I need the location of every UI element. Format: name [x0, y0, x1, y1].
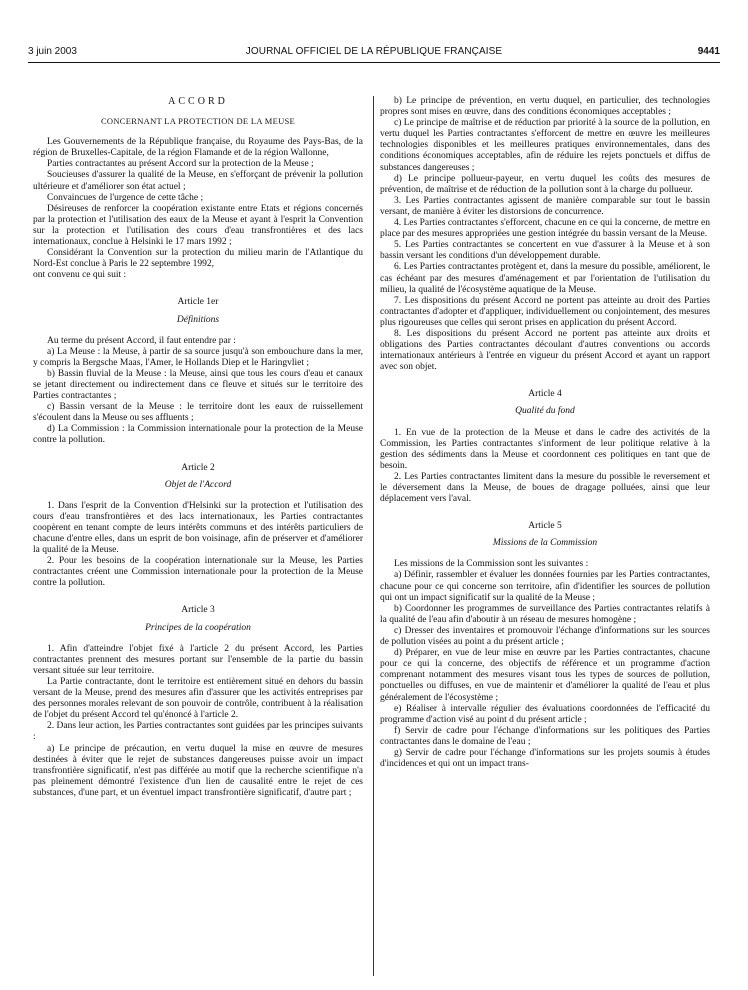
article-paragraph: d) Préparer, en vue de leur mise en œuvre par les Parties contractantes, chacune pour ce qui la concerne, des objectifs de référence et un programme d'action comprenant notamment des mesures visant tous les types de sources de pollution, ponctuelles ou diffuses, en vue de maintenir et d'améliorer la qualité de l'eau et plus généralement de l'écosystème ; — [380, 648, 710, 703]
article-paragraph: b) Coordonner les programmes de surveillance des Parties contractantes relatifs à la qualité de l'eau afin d'aboutir à un réseau de mesures homogène ; — [380, 603, 710, 625]
article-paragraph: 2. Pour les besoins de la coopération internationale sur la Meuse, les Parties contractantes créent une Commission internationale pour la protection de la Meuse contre la pollution. — [33, 556, 363, 589]
issue-date: 3 juin 2003 — [28, 46, 77, 57]
column-divider — [373, 96, 374, 976]
preamble-paragraph: Considérant la Convention sur la protection du milieu marin de l'Atlantique du Nord-Est conclue à Paris le 22 septembre 1992, — [33, 248, 363, 270]
article-1-heading: Article 1er — [177, 297, 219, 308]
article-paragraph: 8. Les dispositions du présent Accord ne portent pas atteinte aux droits et obligations des Parties contractantes découlant d'autres conventions ou accords internationaux antérieurs à l'entrée en vigueur du présent Accord et ayant un rapport avec son objet. — [380, 328, 710, 373]
article-5-title: Missions de la Commission — [492, 538, 598, 549]
article-paragraph: Au terme du présent Accord, il faut entendre par : — [47, 335, 236, 346]
article-paragraph: 5. Les Parties contractantes se concertent en vue d'assurer à la Meuse et à son bassin versant les conditions d'un développement durable. — [380, 240, 710, 262]
article-paragraph: b) Le principe de prévention, en vertu duquel, en particulier, des technologies propres sont mises en œuvre, dans des conditions économiques acceptables ; — [380, 96, 710, 118]
article-paragraph: 1. En vue de la protection de la Meuse et dans le cadre des activités de la Commission, les Parties contractantes s'informent de leur politique relative à la gestion des sédiments dans la Meuse et coordonnent ces politiques en tant que de besoin. — [380, 427, 710, 471]
article-2-title: Objet de l'Accord — [164, 479, 232, 490]
article-paragraph: b) Bassin fluvial de la Meuse : la Meuse, ainsi que tous les cours d'eau et canaux se jetant directement ou indirectement dans ce fleuve et situés sur le territoire des Parties contractantes ; — [33, 368, 363, 402]
article-paragraph: La Partie contractante, dont le territoire est entièrement situé en dehors du bassin versant de la Meuse, prend des mesures afin d'assurer que les activités entreprises par des personnes morales relevant de son pouvoir de contrôle, contribuent à la réalisation de l'objet du présent Accord tel qu'énoncé à l'article 2. — [33, 676, 363, 721]
article-paragraph: 2. Les Parties contractantes limitent dans la mesure du possible le reversement et le déversement dans la Meuse, de boues de dragage polluées, ainsi que leur déplacement vers l'aval. — [380, 471, 710, 505]
article-3-title: Principes de la coopération — [145, 622, 251, 633]
article-paragraph: c) Dresser des inventaires et promouvoir l'échange d'informations sur les sources de pollution visées au point a du présent article ; — [380, 625, 710, 648]
header-rule — [28, 62, 720, 63]
article-paragraph: a) Définir, rassembler et évaluer les données fournies par les Parties contractantes, chacune pour ce qui concerne son territoire, afin d'identifier les sources de pollution qui ont un impact significatif sur la qualité de la Meuse ; — [380, 570, 710, 603]
article-4-heading: Article 4 — [528, 389, 562, 400]
article-paragraph: 7. Les dispositions du présent Accord ne portent pas atteinte au droit des Parties contractantes d'adopter et d'appliquer, individuellement ou conjointement, des mesures plus rigoureuses que celles qui seront prises en application du présent Accord. — [380, 295, 710, 328]
page-header — [28, 46, 720, 62]
article-1-title: Définitions — [176, 314, 220, 325]
journal-title: JOURNAL OFFICIEL DE LA RÉPUBLIQUE FRANÇAISE — [245, 46, 503, 57]
right-column — [380, 96, 710, 770]
document-title: ACCORD — [168, 96, 228, 107]
article-paragraph: c) Bassin versant de la Meuse : le territoire dont les eaux de ruissellement s'écoulent dans la Meuse ou ses affluents ; — [33, 402, 363, 424]
preamble-paragraph: Parties contractantes au présent Accord sur la protection de la Meuse ; — [47, 159, 314, 170]
article-paragraph: f) Servir de cadre pour l'échange d'informations sur les politiques des Parties contractantes dans le domaine de l'eau ; — [380, 725, 710, 747]
document-subtitle: CONCERNANT LA PROTECTION DE LA MEUSE — [100, 116, 296, 127]
page-number: 9441 — [697, 46, 720, 57]
article-paragraph: 1. Dans l'esprit de la Convention d'Helsinki sur la protection et l'utilisation des cours d'eau transfrontières et des lacs internationaux, les Parties contractantes coopèrent en tenant compte de leurs intérêts communs et des intérêts particuliers de chacune d'entre elles, dans un esprit de bon voisinage, afin de préserver et d'améliorer la qualité de la Meuse. — [33, 500, 363, 556]
article-paragraph: d) La Commission : la Commission internationale pour la protection de la Meuse contre la pollution. — [33, 424, 363, 446]
article-paragraph: 3. Les Parties contractantes agissent de manière comparable sur tout le bassin versant, de manière à éviter les distorsions de concurrence. — [380, 195, 710, 217]
article-3-heading: Article 3 — [181, 605, 215, 616]
agreement-formula: ont convenu ce qui suit : — [33, 270, 127, 281]
article-paragraph: e) Réaliser à intervalle régulier des évaluations coordonnées de l'efficacité du programme d'action visé au point d du présent article ; — [380, 703, 710, 725]
article-paragraph: a) La Meuse : la Meuse, à partir de sa source jusqu'à son embouchure dans la mer, y compris la Bergsche Maas, l'Amer, le Hollands Diep et le Haringvliet ; — [33, 346, 363, 368]
left-column — [33, 96, 363, 799]
preamble-paragraph: Soucieuses d'assurer la qualité de la Meuse, en s'efforçant de prévenir la pollution ultérieure et d'améliorer son état actuel ; — [33, 170, 363, 192]
article-paragraph: 2. Dans leur action, les Parties contractantes sont guidées par les principes suivants : — [33, 721, 363, 743]
article-2-heading: Article 2 — [181, 462, 215, 473]
article-paragraph: a) Le principe de précaution, en vertu duquel la mise en œuvre de mesures destinées à éviter que le rejet de substances dangereuses puisse avoir un impact transfrontière significatif, n'est pas différée au motif que la recherche scientifique n'a pas pleinement démontré l'existence d'un lien de causalité entre le rejet de ces substances, d'une part, et un éventuel impact transfrontière significatif, d'autre part ; — [33, 743, 363, 798]
article-paragraph: 1. Afin d'atteindre l'objet fixé à l'article 2 du présent Accord, les Parties contractantes prennent des mesures portant sur l'ensemble de la partie du bassin versant située sur leur territoire. — [33, 643, 363, 676]
article-paragraph: Les missions de la Commission sont les suivantes : — [394, 559, 589, 570]
article-5-heading: Article 5 — [528, 521, 562, 532]
article-paragraph: g) Servir de cadre pour l'échange d'informations sur les projets soumis à études d'incidences et qui ont un impact trans- — [380, 747, 710, 770]
preamble-paragraph: Convaincues de l'urgence de cette tâche ; — [47, 192, 204, 203]
article-4-title: Qualité du fond — [515, 406, 575, 417]
article-paragraph: 6. Les Parties contractantes protègent et, dans la mesure du possible, améliorent, le cas échéant par des mesures d'aménagement et par l'orientation de l'utilisation du milieu, la qualité de l'écosystème aquatique de la Meuse. — [380, 262, 710, 295]
preamble-paragraph: Les Gouvernements de la République française, du Royaume des Pays-Bas, de la région de Bruxelles-Capitale, de la région Flamande et de la région Wallonne, — [33, 137, 363, 159]
article-paragraph: c) Le principe de maîtrise et de réduction par priorité à la source de la pollution, en vertu duquel les Parties contractantes s'efforcent de mettre en œuvre les meilleures technologies disponibles et les meilleures pratiques environnementales, dans des conditions économiques acceptables, afin de réduire les rejets ponctuels et diffus de substances dangereuses ; — [380, 118, 710, 173]
article-paragraph: 4. Les Parties contractantes s'efforcent, chacune en ce qui la concerne, de mettre en place par des mesures appropriées une gestion intégrée du bassin versant de la Meuse. — [380, 218, 710, 240]
article-paragraph: d) Le principe pollueur-payeur, en vertu duquel les coûts des mesures de prévention, de maîtrise et de réduction de la pollution sont à la charge du pollueur. — [380, 173, 710, 195]
preamble-paragraph: Désireuses de renforcer la coopération existante entre Etats et régions concernés par la protection et l'utilisation des eaux de la Meuse et ayant à l'esprit la Convention sur la protection et l'utilisation des cours d'eau transfrontières et des lacs internationaux, conclue à Helsinki le 17 mars 1992 ; — [33, 203, 363, 248]
